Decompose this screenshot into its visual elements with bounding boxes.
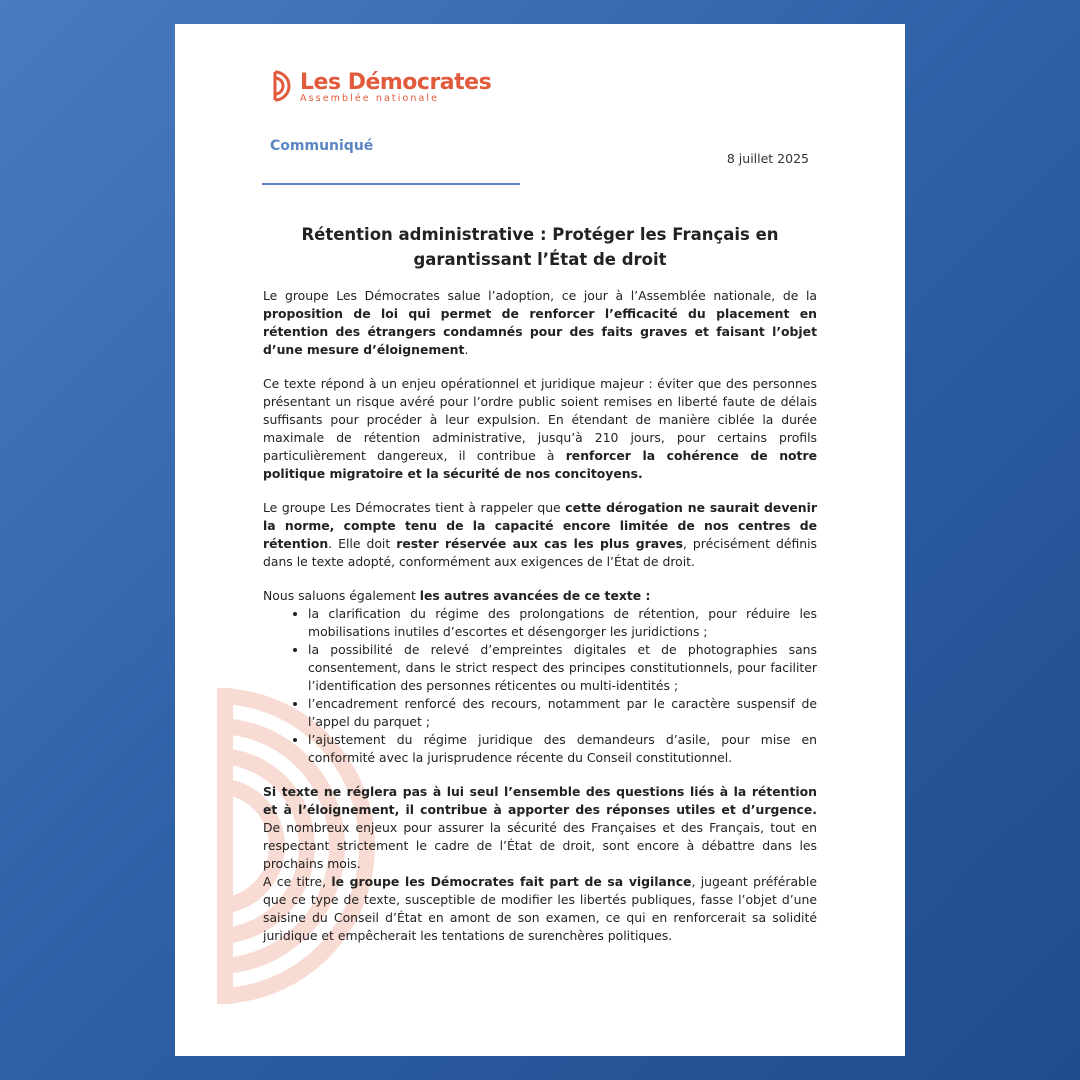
list-item: • la possibilité de relevé d’empreintes digitales et de photographies sans consentement, dans le strict respect des principes constitutionnels, pour faciliter l’identification des personnes réticentes ou multi-identités ;: [308, 641, 817, 695]
header-divider: [262, 183, 520, 185]
p1-text-end: .: [464, 342, 469, 357]
logo-subtitle: Assemblée nationale: [300, 93, 440, 104]
logo-title: Les Démocrates: [300, 70, 492, 95]
p3-text-2: . Elle doit: [328, 536, 397, 551]
p6-text-2: , jugeant préférable que ce type de texte, susceptible de modifier les libertés publiques, fasse l’objet d’une saisine du Conseil d’État en amont de son examen, ce qui en renforcerait sa solidité juridique et empêcherait les tentations de surenchères politiques.: [263, 874, 817, 943]
p6-bold: le groupe les Démocrates fait part de sa vigilance: [331, 874, 692, 889]
p4-bold: les autres avancées de ce texte :: [419, 588, 651, 603]
p3-text-3: , précisément définis dans le texte adopté, conformément aux exigences de l’État de droit.: [263, 536, 818, 569]
list-item: • la clarification du régime des prolongations de rétention, pour réduire les mobilisations inutiles d’escortes et désengorger les juridictions ;: [308, 605, 817, 641]
document-title: [263, 222, 817, 272]
title-line-1: Rétention administrative : Protéger les Français en: [301, 225, 779, 244]
paragraph-2: [263, 375, 817, 483]
document-kind: Communiqué: [270, 138, 374, 154]
p5-text: De nombreux enjeux pour assurer la sécurité des Françaises et des Français, tout en respectant strictement le cadre de l’État de droit, sont encore à débattre dans les prochains mois.: [263, 820, 817, 871]
p1-text: Le groupe Les Démocrates salue l’adoption, ce jour à l’Assemblée nationale, de la: [263, 288, 817, 303]
document-body: [263, 287, 817, 961]
p3-text: Le groupe Les Démocrates tient à rappeler que: [263, 500, 566, 515]
press-release-page: [175, 24, 905, 1056]
p1-bold: proposition de loi qui permet de renforcer l’efficacité du placement en rétention des étrangers condamnés pour des faits graves et faisant l’objet d’une mesure d’éloignement: [263, 306, 817, 357]
document-date: 8 juillet 2025: [726, 151, 809, 166]
list-item: • l’ajustement du régime juridique des demandeurs d’asile, pour mise en conformité avec la jurisprudence récente du Conseil constitutionnel.: [308, 731, 817, 767]
paragraph-3: [263, 499, 817, 571]
party-logo: [272, 70, 572, 110]
p2-text: Ce texte répond à un enjeu opérationnel et juridique majeur : éviter que des personnes présentant un risque avéré pour l’ordre public soient remises en liberté faute de délais suffisants pour procéder à leur expulsion. En étendant de manière ciblée la durée maximale de rétention administrative, jusqu’à 210 jours, pour certains profils particulièrement dangereux, il contribue à: [263, 376, 817, 463]
p4-text: Nous saluons également: [263, 588, 420, 603]
p3-bold-1: cette dérogation ne saurait devenir la norme, compte tenu de la capacité encore limitée de nos centres de rétention: [263, 500, 817, 551]
p3-bold-2: rester réservée aux cas les plus graves: [396, 536, 683, 551]
advances-list: [263, 605, 817, 767]
p5-bold: Si texte ne réglera pas à lui seul l’ensemble des questions liés à la rétention et à l’éloignement, il contribue à apporter des réponses utiles et d’urgence.: [263, 784, 817, 817]
list-item: • l’encadrement renforcé des recours, notamment par le caractère suspensif de l’appel du parquet ;: [308, 695, 817, 731]
title-line-2: garantissant l’État de droit: [413, 250, 667, 269]
paragraph-1: [263, 287, 817, 359]
party-logo-icon: [272, 70, 298, 102]
paragraph-4: [263, 587, 817, 605]
p6-text: A ce titre,: [263, 874, 332, 889]
paragraph-5: [263, 783, 817, 873]
p2-bold: renforcer la cohérence de notre politique migratoire et la sécurité de nos concitoyens.: [263, 448, 817, 481]
paragraph-6: [263, 873, 817, 945]
